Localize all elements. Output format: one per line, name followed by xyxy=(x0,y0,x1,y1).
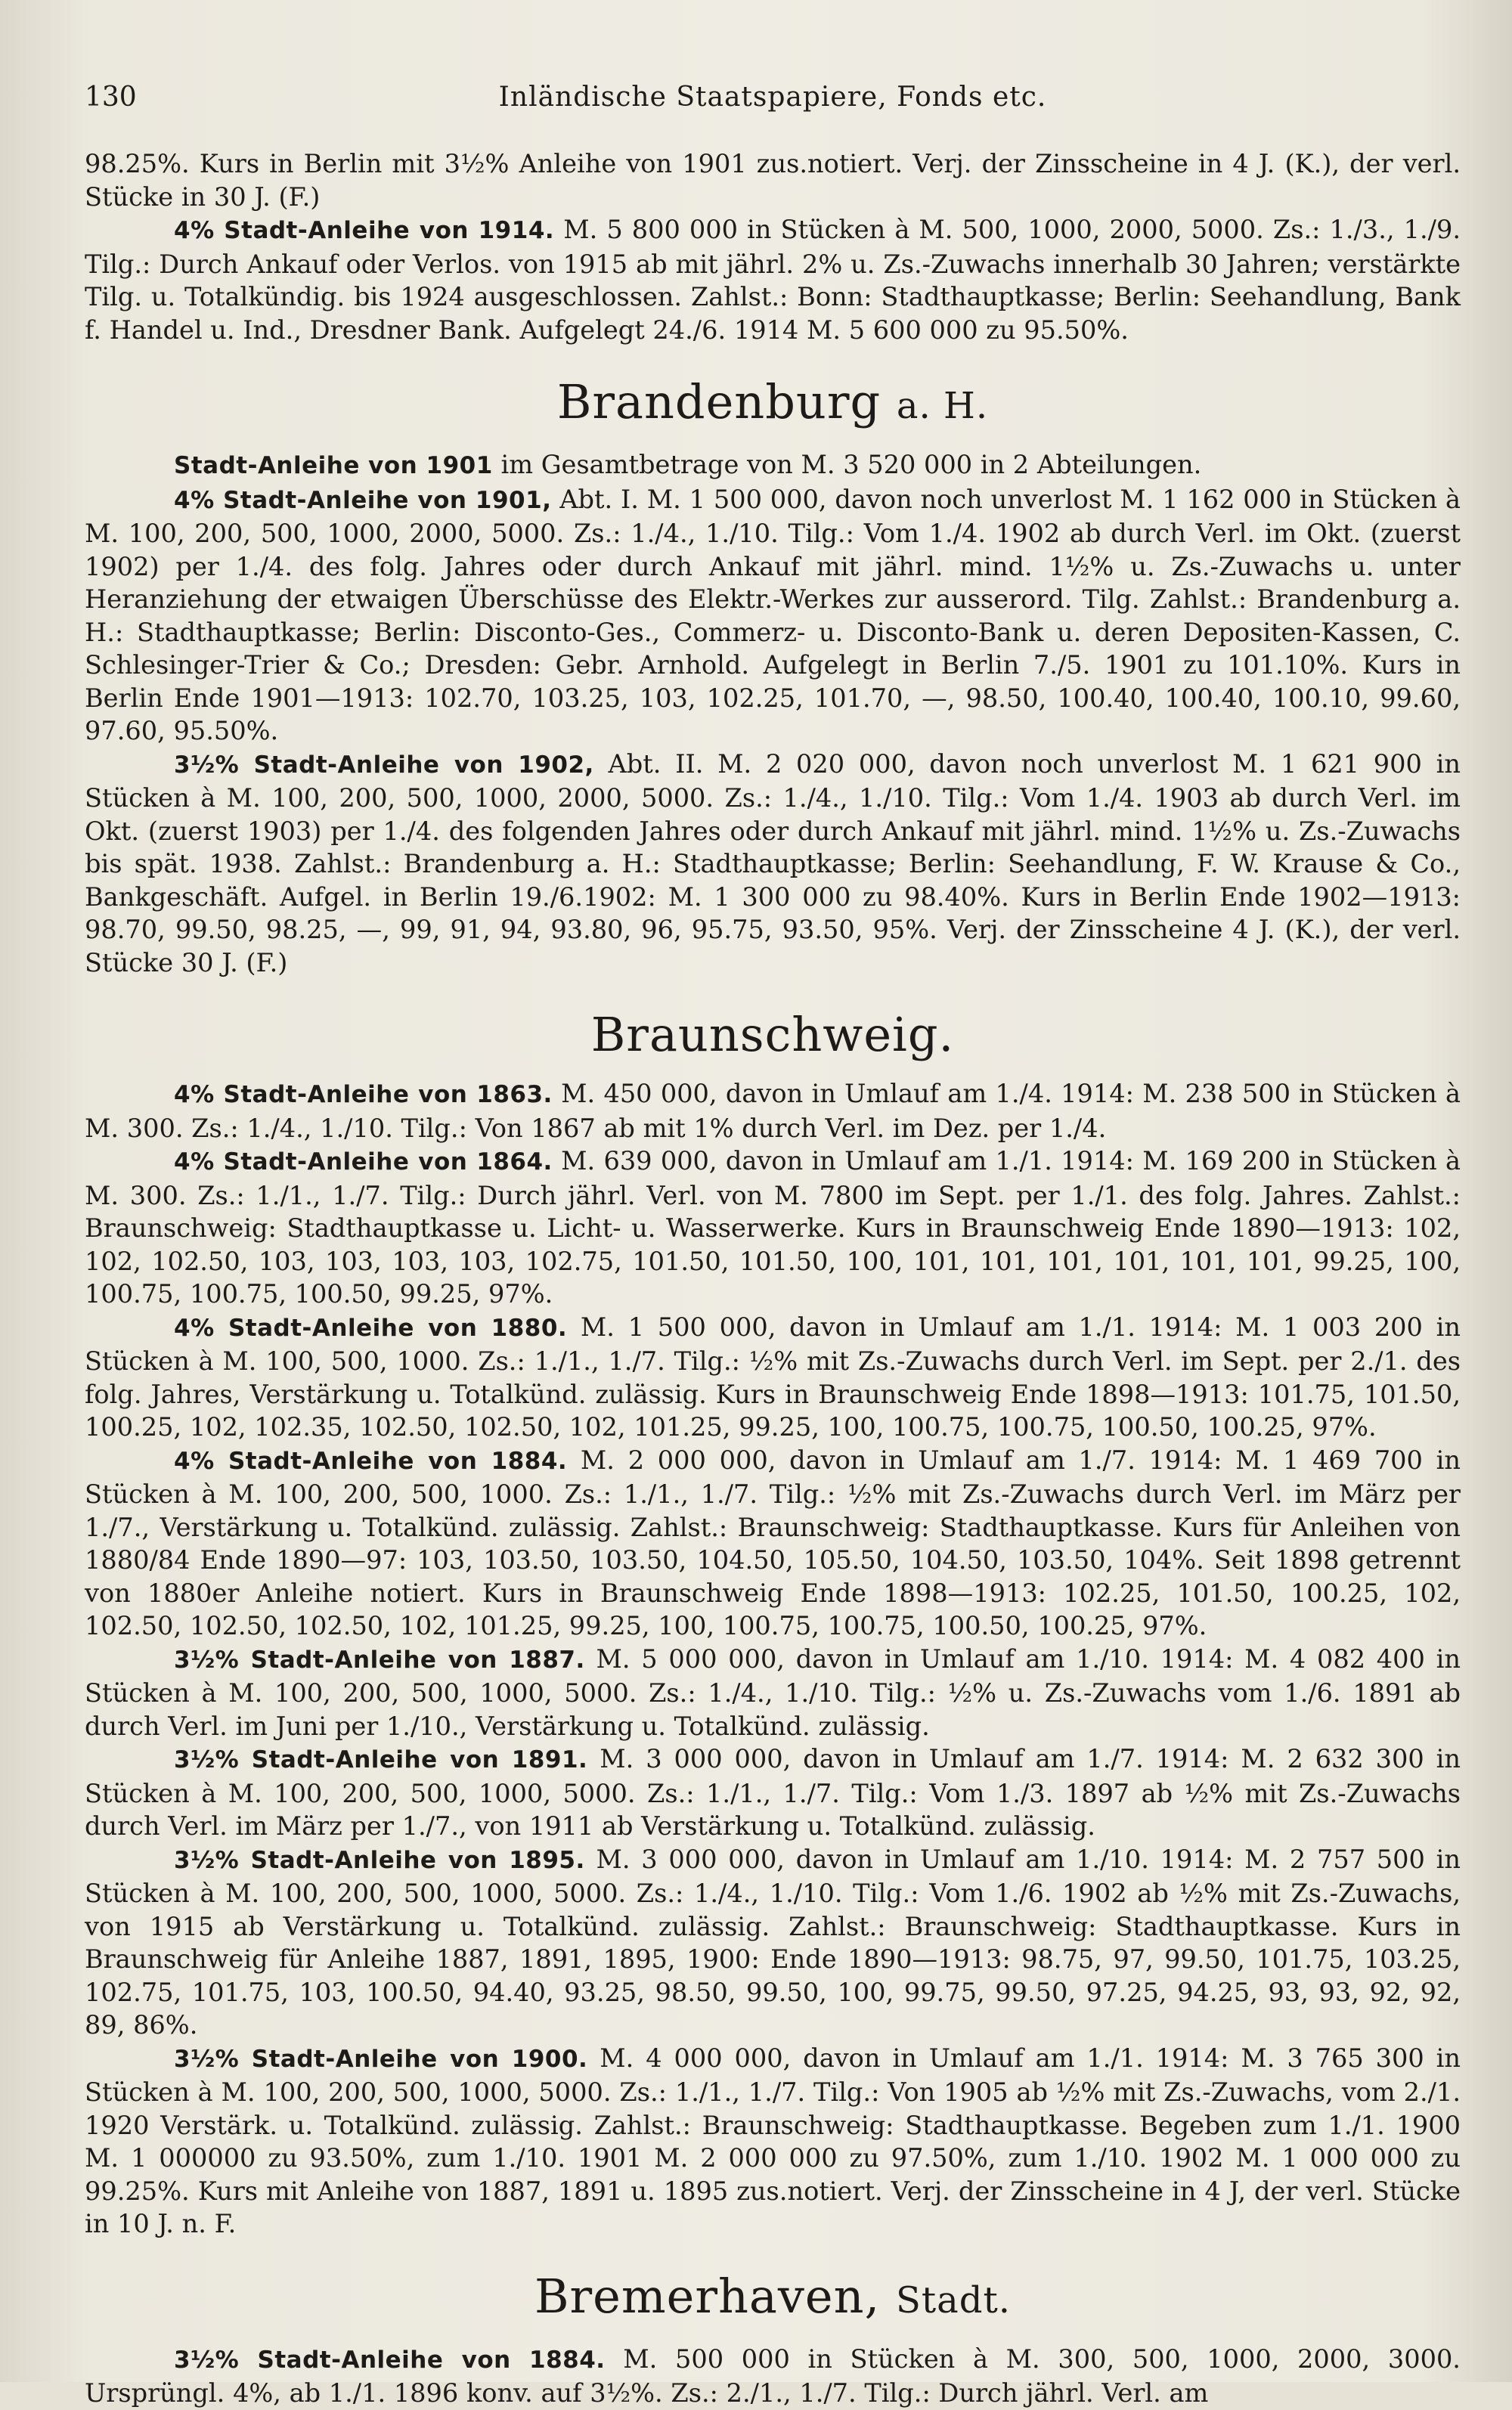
loan-heading: 4% Stadt-Anleihe von 1880. xyxy=(174,1314,568,1342)
entry-loan xyxy=(85,448,1461,483)
entry-text: M. 2 000 000, davon in Umlauf am 1./7. 1914: M. 1 469 700 in Stücken à M. 100, 200, 500, 1000. Zs.: 1./1., 1./7. Tilg.: ½% mit Zs.-Zuwachs durch Verl. im März per 1./7., Verstärkung u. Totalkünd. zulässig. Zahlst.: Braunschweig: Stadthauptkasse. Kurs für Anleihen von 1880/84 Ende 1890—97: 103, 103.50, 103.50, 104.50, 105.50, 104.50, 103.50, 104%. Seit 1898 getrennt von 1880er Anleihe notiert. Kurs in Braunschweig Ende 1898—1913: 102.25, 101.50, 100.25, 102, 102.50, 102.50, 102.50, 102, 101.25, 99.25, 100, 100.75, 100.75, 100.50, 100.25, 97%. xyxy=(85,1445,1461,1640)
city-suffix: Stadt. xyxy=(895,2278,1012,2322)
entry-loan xyxy=(85,1643,1461,1743)
page-number: 130 xyxy=(85,82,137,113)
entry-text: M. 4 000 000, davon in Umlauf am 1./1. 1914: M. 3 765 300 in Stücken à M. 100, 200, 500, 1000, 5000. Zs.: 1./1., 1./7. Tilg.: Von 1905 ab ½% mit Zs.-Zuwachs, vom 2./1. 1920 Verstärk. u. Totalkünd. zulässig. Zahlst.: Braunschweig: Stadthauptkasse. Begeben zum 1./1. 1900 M. 1 000000 zu 93.50%, zum 1./10. 1901 M. 2 000 000 zu 97.50%, zum 1./10. 1902 M. 1 000 000 zu 99.25%. Kurs mit Anleihe von 1887, 1891 u. 1895 zus.notiert. Verj. der Zinsscheine in 4 J, der verl. Stücke in 10 J. n. F. xyxy=(85,2043,1461,2238)
entry-loan xyxy=(85,1145,1461,1311)
running-title: Inländische Staatspapiere, Fonds etc. xyxy=(498,82,1047,113)
city-name: Braunschweig. xyxy=(590,1007,955,1062)
loan-heading: 3½% Stadt-Anleihe von 1900. xyxy=(174,2045,588,2073)
loan-heading: 3½% Stadt-Anleihe von 1902, xyxy=(174,751,594,779)
entry-text: M. 5 000 000, davon in Umlauf am 1./10. 1914: M. 4 082 400 in Stücken à M. 100, 200, 500, 1000, 5000. Zs.: 1./4., 1./10. Tilg.: ½% u. Zs.-Zuwachs vom 1./6. 1891 ab durch Verl. im Juni per 1./10., Verstärkung u. Totalkünd. zulässig. xyxy=(85,1643,1461,1741)
city-name: Brandenburg xyxy=(556,374,881,429)
loan-heading: 4% Stadt-Anleihe von 1914. xyxy=(174,217,555,244)
city-heading-brandenburg xyxy=(85,375,1461,433)
loan-heading: 3½% Stadt-Anleihe von 1887. xyxy=(174,1646,585,1674)
entry-text: im Gesamtbetrage von M. 3 520 000 in 2 Abteilungen. xyxy=(492,450,1202,479)
entry-loan xyxy=(85,2042,1461,2241)
entry-loan xyxy=(85,1311,1461,1444)
entry-text: Abt. I. M. 1 500 000, davon noch unverlost M. 1 162 000 in Stücken à M. 100, 200, 500, 1000, 2000, 5000. Zs.: 1./4., 1./10. Tilg.: Vom 1./4. 1902 ab durch Verl. im Okt. (zuerst 1902) per 1./4. des folg. Jahres oder durch Ankauf mit jährl. mind. 1½% u. Zs.-Zuwachs u. unter Heranziehung der etwaigen Überschüsse des Elektr.-Werkes zur ausserord. Tilg. Zahlst.: Brandenburg a. H.: Stadthauptkasse; Berlin: Disconto-Ges., Commerz- u. Disconto-Bank u. deren Depositen-Kassen, C. Schlesinger-Trier & Co.; Dresden: Gebr. Arnhold. Aufgelegt in Berlin 7./5. 1901 zu 101.10%. Kurs in Berlin Ende 1901—1913: 102.70, 103.25, 103, 102.25, 101.70, —, 98.50, 100.40, 100.40, 100.10, 99.60, 97.60, 95.50%. xyxy=(85,484,1461,745)
entry-text: Abt. II. M. 2 020 000, davon noch unverlost M. 1 621 900 in Stücken à M. 100, 200, 500, 1000, 2000, 5000. Zs.: 1./4., 1./10. Tilg.: Vom 1./4. 1903 ab durch Verl. im Okt. (zuerst 1903) per 1./4. des folgenden Jahres oder durch Ankauf mit jährl. mind. 1½% u. Zs.-Zuwachs bis spät. 1938. Zahlst.: Brandenburg a. H.: Stadthauptkasse; Berlin: Seehandlung, F. W. Krause & Co., Bankgeschäft. Aufgel. in Berlin 19./6.1902: M. 1 300 000 zu 98.40%. Kurs in Berlin Ende 1902—1913: 98.70, 99.50, 98.25, —, 99, 91, 94, 93.80, 96, 95.75, 93.50, 95%. Verj. der Zinsscheine 4 J. (K.), der verl. Stücke 30 J. (F.) xyxy=(85,748,1461,977)
entry-loan xyxy=(85,1444,1461,1643)
entry-continuation xyxy=(85,147,1461,213)
loan-heading: 4% Stadt-Anleihe von 1884. xyxy=(174,1447,568,1475)
entry-loan xyxy=(85,483,1461,748)
city-heading-braunschweig xyxy=(85,1008,1461,1062)
entry-text: 98.25%. Kurs in Berlin mit 3½% Anleihe von 1901 zus.notiert. Verj. der Zinsscheine in 4 J. (K.), der verl. Stücke in 30 J. (F.) xyxy=(85,149,1461,212)
city-heading-bremerhaven xyxy=(85,2269,1461,2328)
entry-loan xyxy=(85,748,1461,980)
entry-loan xyxy=(85,1742,1461,1843)
loan-heading: 4% Stadt-Anleihe von 1863. xyxy=(174,1081,553,1108)
entry-loan xyxy=(85,1843,1461,2042)
entry-loan xyxy=(85,213,1461,346)
entry-text: M. 3 000 000, davon in Umlauf am 1./10. 1914: M. 2 757 500 in Stücken à M. 100, 200, 500, 1000, 5000. Zs.: 1./4., 1./10. Tilg.: Vom 1./6. 1902 ab ½% mit Zs.-Zuwachs, von 1915 ab Verstärkung u. Totalkünd. zulässig. Zahlst.: Braunschweig: Stadthauptkasse. Kurs in Braunschweig für Anleihe 1887, 1891, 1895, 1900: Ende 1890—1913: 98.75, 97, 99.50, 101.75, 103.25, 102.75, 101.75, 103, 100.50, 94.40, 93.25, 98.50, 99.50, 100, 99.75, 99.50, 97.25, 94.25, 93, 93, 92, 92, 89, 86%. xyxy=(85,1844,1461,2040)
city-name: Bremerhaven, xyxy=(534,2268,881,2324)
loan-heading: 3½% Stadt-Anleihe von 1884. xyxy=(174,2346,606,2374)
entry-text: M. 5 800 000 in Stücken à M. 500, 1000, 2000, 5000. Zs.: 1./3., 1./9. Tilg.: Durch Ankauf oder Verlos. von 1915 ab mit jährl. 2% u. Zs.-Zuwachs innerhalb 30 Jahren; verstärkte Tilg. u. Totalkündig. bis 1924 ausgeschlossen. Zahlst.: Bonn: Stadthauptkasse; Berlin: Seehandlung, Bank f. Handel u. Ind., Dresdner Bank. Aufgelegt 24./6. 1914 M. 5 600 000 zu 95.50%. xyxy=(85,215,1461,345)
entry-loan xyxy=(85,2343,1461,2410)
loan-heading: 4% Stadt-Anleihe von 1901, xyxy=(174,486,552,514)
page-body xyxy=(85,147,1461,2410)
entry-text: M. 639 000, davon in Umlauf am 1./1. 1914: M. 169 200 in Stücken à M. 300. Zs.: 1./1., 1./7. Tilg.: Durch jährl. Verl. von M. 7800 im Sept. per 1./1. des folg. Jahres. Zahlst.: Braunschweig: Stadthauptkasse u. Licht- u. Wasserwerke. Kurs in Braunschweig Ende 1890—1913: 102, 102, 102.50, 103, 103, 103, 103, 102.75, 101.50, 101.50, 100, 101, 101, 101, 101, 101, 101, 99.25, 100, 100.75, 100.75, 100.50, 99.25, 97%. xyxy=(85,1146,1461,1309)
loan-heading: 3½% Stadt-Anleihe von 1891. xyxy=(174,1746,588,1773)
loan-heading: 3½% Stadt-Anleihe von 1895. xyxy=(174,1846,585,1874)
entry-text: M. 1 500 000, davon in Umlauf am 1./1. 1914: M. 1 003 200 in Stücken à M. 100, 500, 1000. Zs.: 1./1., 1./7. Tilg.: ½% mit Zs.-Zuwachs durch Verl. im Sept. per 2./1. des folg. Jahres, Verstärkung u. Totalkünd. zulässig. Kurs in Braunschweig Ende 1898—1913: 101.75, 101.50, 100.25, 102, 102.35, 102.50, 102.50, 102, 101.25, 99.25, 100, 100.75, 100.75, 100.50, 100.25, 97%. xyxy=(85,1312,1461,1442)
entry-text: M. 3 000 000, davon in Umlauf am 1./7. 1914: M. 2 632 300 in Stücken à M. 100, 200, 500, 1000, 5000. Zs.: 1./1., 1./7. Tilg.: Vom 1./3. 1897 ab ½% mit Zs.-Zuwachs durch Verl. im März per 1./7., von 1911 ab Verstärkung u. Totalkünd. zulässig. xyxy=(85,1744,1461,1841)
entry-text: M. 500 000 in Stücken à M. 300, 500, 1000, 2000, 3000. Ursprüngl. 4%, ab 1./1. 1896 konv. auf 3½%. Zs.: 2./1., 1./7. Tilg.: Durch jährl. Verl. am xyxy=(85,2343,1461,2408)
city-suffix: a. H. xyxy=(896,385,989,427)
page-header xyxy=(85,82,1461,127)
loan-heading: Stadt-Anleihe von 1901 xyxy=(174,452,493,479)
entry-loan xyxy=(85,1077,1461,1145)
loan-heading: 4% Stadt-Anleihe von 1864. xyxy=(174,1148,553,1176)
entry-text: M. 450 000, davon in Umlauf am 1./4. 1914: M. 238 500 in Stücken à M. 300. Zs.: 1./4., 1./10. Tilg.: Von 1867 ab mit 1% durch Verl. im Dez. per 1./4. xyxy=(85,1079,1461,1143)
